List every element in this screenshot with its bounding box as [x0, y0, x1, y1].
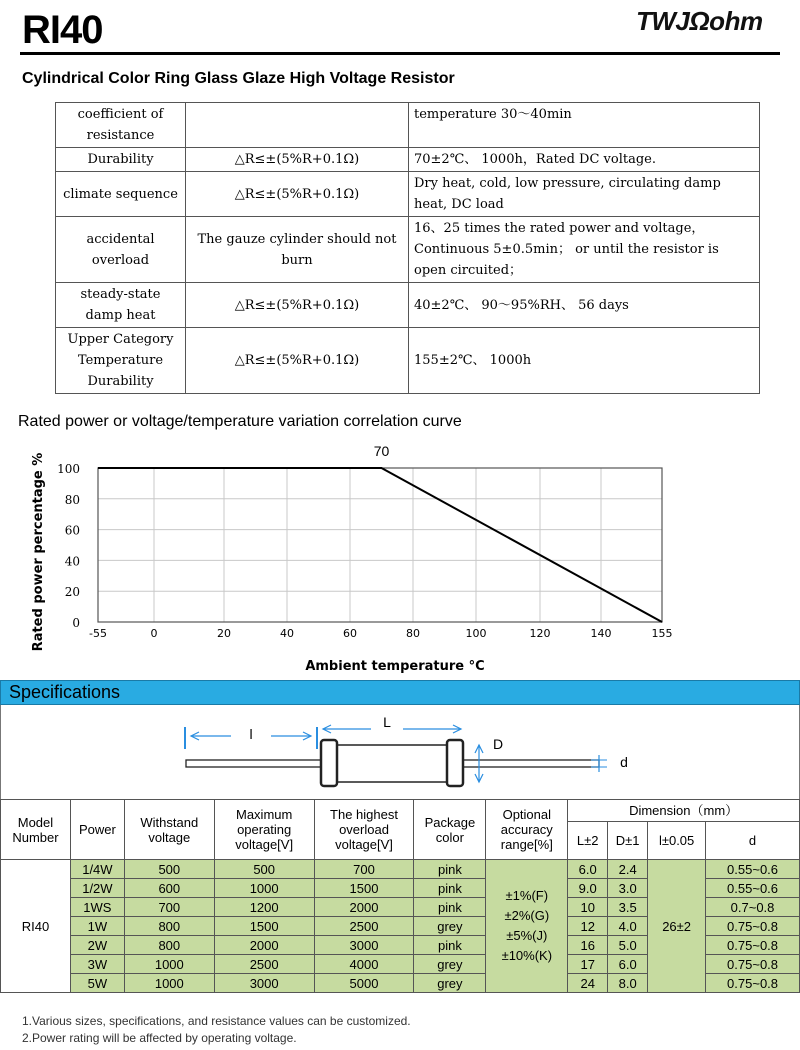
accuracy-value: ±1%(F) — [505, 888, 549, 903]
cell-max-operating: 1500 — [214, 917, 314, 936]
test-condition: Dry heat, cold, low pressure, circulating damp heat, DC load — [409, 172, 760, 217]
chart-y-tick-label: 60 — [64, 523, 80, 538]
chart-annotation: 70 — [373, 443, 390, 459]
cell-withstand: 800 — [124, 936, 214, 955]
cell-max-operating: 2500 — [214, 955, 314, 974]
cell-max-operating: 1200 — [214, 898, 314, 917]
page-subtitle: Cylindrical Color Ring Glass Glaze High Voltage Resistor — [22, 70, 455, 87]
cell-D: 4.0 — [608, 917, 648, 936]
test-item: climate sequence — [56, 172, 186, 217]
chart-x-axis-label: Ambient temperature °C — [305, 659, 485, 674]
cell-withstand: 700 — [124, 898, 214, 917]
resistor-cap-left — [321, 740, 337, 786]
resistor-lead-right — [463, 760, 599, 767]
header-package-color: Package color — [414, 800, 486, 860]
cell-overload: 3000 — [314, 936, 414, 955]
test-condition: 40±2℃、 90～95%RH、 56 days — [409, 283, 760, 328]
chart-x-tick-label: 20 — [217, 627, 231, 640]
cell-D: 5.0 — [608, 936, 648, 955]
test-item: Durability — [56, 148, 186, 172]
chart-x-tick-label: 80 — [406, 627, 420, 640]
cell-color: pink — [414, 860, 486, 879]
chart-y-tick-label: 100 — [57, 462, 80, 476]
diagram-label-L: L — [383, 714, 391, 730]
cell-L: 24 — [568, 974, 608, 993]
cell-power: 3W — [70, 955, 124, 974]
header-dimension: Dimension（mm） — [568, 800, 800, 822]
page-title: RI40 — [22, 8, 103, 52]
cell-color: pink — [414, 879, 486, 898]
chart-y-tick-label: 40 — [64, 554, 80, 569]
resistor-body — [331, 745, 455, 782]
chart-y-tick-label: 0 — [72, 616, 80, 630]
chart-title: Rated power or voltage/temperature variation correlation curve — [18, 413, 462, 430]
resistor-cap-right — [447, 740, 463, 786]
cell-max-operating: 3000 — [214, 974, 314, 993]
test-item: steady-state damp heat — [56, 283, 186, 328]
table-row — [56, 217, 760, 283]
cell-max-operating: 2000 — [214, 936, 314, 955]
cell-d: 0.75~0.8 — [706, 917, 800, 936]
test-condition: 70±2℃、 1000h，Rated DC voltage. — [409, 148, 760, 172]
brand-logo: TWJΩohm — [636, 6, 763, 36]
cell-overload: 5000 — [314, 974, 414, 993]
cell-d: 0.7~0.8 — [706, 898, 800, 917]
chart-plot-frame — [98, 468, 662, 622]
cell-power: 1/2W — [70, 879, 124, 898]
cell-power: 2W — [70, 936, 124, 955]
accuracy-value: ±5%(J) — [506, 928, 548, 943]
cell-color: grey — [414, 974, 486, 993]
cell-withstand: 1000 — [124, 974, 214, 993]
chart-y-tick-label: 80 — [64, 492, 80, 507]
accuracy-value: ±10%(K) — [501, 948, 553, 963]
test-requirement — [186, 103, 409, 148]
chart-x-tick-label: 140 — [590, 627, 612, 640]
cell-power: 1/4W — [70, 860, 124, 879]
note-item: 2.Power rating will be affected by operating voltage. — [22, 1031, 297, 1045]
header-withstand: Withstand voltage — [124, 800, 214, 860]
test-requirement: △R≤±(5%R+0.1Ω) — [186, 172, 409, 217]
cell-D: 6.0 — [608, 955, 648, 974]
cell-overload: 700 — [314, 860, 414, 879]
cell-d: 0.75~0.8 — [706, 974, 800, 993]
table-row — [56, 103, 760, 148]
cell-d: 0.75~0.8 — [706, 955, 800, 974]
resistor-lead-left — [186, 760, 322, 767]
chart-x-tick-label: 120 — [529, 627, 551, 640]
cell-overload: 2000 — [314, 898, 414, 917]
chart-series-line — [98, 468, 662, 622]
specifications-table — [0, 799, 800, 993]
test-requirement: △R≤±(5%R+0.1Ω) — [186, 328, 409, 394]
cell-withstand: 500 — [124, 860, 214, 879]
header-highest-overload: The highest overload voltage[V] — [314, 800, 414, 860]
accuracy-value: ±2%(G) — [504, 908, 550, 923]
table-row — [56, 148, 760, 172]
cell-withstand: 600 — [124, 879, 214, 898]
test-condition: temperature 30～40min — [409, 103, 760, 148]
cell-power: 1W — [70, 917, 124, 936]
cell-withstand: 800 — [124, 917, 214, 936]
cell-D: 8.0 — [608, 974, 648, 993]
specifications-header — [0, 680, 800, 705]
chart-x-tick-label: 40 — [280, 627, 294, 640]
cell-L: 6.0 — [568, 860, 608, 879]
cell-power: 5W — [70, 974, 124, 993]
resistor-diagram — [1, 705, 799, 800]
table-row — [56, 172, 760, 217]
cell-d: 0.55~0.6 — [706, 860, 800, 879]
test-item: accidental overload — [56, 217, 186, 283]
cell-D: 2.4 — [608, 860, 648, 879]
cell-color: pink — [414, 936, 486, 955]
test-requirement: △R≤±(5%R+0.1Ω) — [186, 283, 409, 328]
cell-L: 12 — [568, 917, 608, 936]
cell-L: 9.0 — [568, 879, 608, 898]
header-model: Model Number — [1, 800, 71, 860]
chart-x-tick-label: -55 — [89, 627, 107, 640]
header-dim-L: L±2 — [568, 822, 608, 860]
cell-L: 10 — [568, 898, 608, 917]
test-requirement: The gauze cylinder should not burn — [186, 217, 409, 283]
diagram-label-d: d — [620, 754, 628, 770]
diagram-label-l: l — [249, 726, 253, 742]
table-row — [1, 860, 800, 879]
table-row — [56, 328, 760, 394]
cell-color: pink — [414, 898, 486, 917]
resistor-diagram-box — [0, 705, 800, 800]
cell-overload: 1500 — [314, 879, 414, 898]
diagram-label-D: D — [492, 736, 504, 752]
derating-chart — [0, 432, 800, 677]
cell-color: grey — [414, 955, 486, 974]
cell-overload: 2500 — [314, 917, 414, 936]
test-condition: 155±2℃、 1000h — [409, 328, 760, 394]
chart-x-tick-label: 60 — [343, 627, 357, 640]
test-item: Upper Category Temperature Durability — [56, 328, 186, 394]
chart-x-tick-label: 100 — [465, 627, 487, 640]
test-requirement: △R≤±(5%R+0.1Ω) — [186, 148, 409, 172]
test-condition: 16、25 times the rated power and voltage， Continuous 5±0.5min； or until the resistor is open circuited； — [409, 217, 760, 283]
cell-max-operating: 1000 — [214, 879, 314, 898]
model-number: RI40 — [1, 860, 71, 993]
cell-d: 0.55~0.6 — [706, 879, 800, 898]
cell-overload: 4000 — [314, 955, 414, 974]
header-dim-D: D±1 — [608, 822, 648, 860]
test-item: coefficient of resistance — [56, 103, 186, 148]
test-conditions-table — [55, 102, 760, 394]
header-dim-d: d — [706, 822, 800, 860]
accuracy-cell — [486, 860, 568, 993]
cell-power: 1WS — [70, 898, 124, 917]
cell-D: 3.5 — [608, 898, 648, 917]
note-item: 1.Various sizes, specifications, and resistance values can be customized. — [22, 1014, 411, 1028]
cell-d: 0.75~0.8 — [706, 936, 800, 955]
chart-y-axis-label: Rated power percentage % — [31, 452, 46, 652]
cell-withstand: 1000 — [124, 955, 214, 974]
header-accuracy: Optional accuracy range[%] — [486, 800, 568, 860]
chart-y-tick-label: 20 — [64, 585, 80, 600]
chart-x-tick-label: 155 — [651, 627, 673, 640]
cell-color: grey — [414, 917, 486, 936]
notes — [22, 1013, 411, 1047]
cell-D: 3.0 — [608, 879, 648, 898]
chart-x-tick-label: 0 — [150, 627, 158, 640]
cell-L: 17 — [568, 955, 608, 974]
table-row — [56, 283, 760, 328]
cell-l: 26±2 — [648, 860, 706, 993]
specifications-title: Specifications — [9, 682, 121, 702]
header-dim-l: l±0.05 — [648, 822, 706, 860]
header-max-operating: Maximum operating voltage[V] — [214, 800, 314, 860]
cell-L: 16 — [568, 936, 608, 955]
cell-max-operating: 500 — [214, 860, 314, 879]
header-divider — [20, 52, 780, 55]
header-power: Power — [70, 800, 124, 860]
